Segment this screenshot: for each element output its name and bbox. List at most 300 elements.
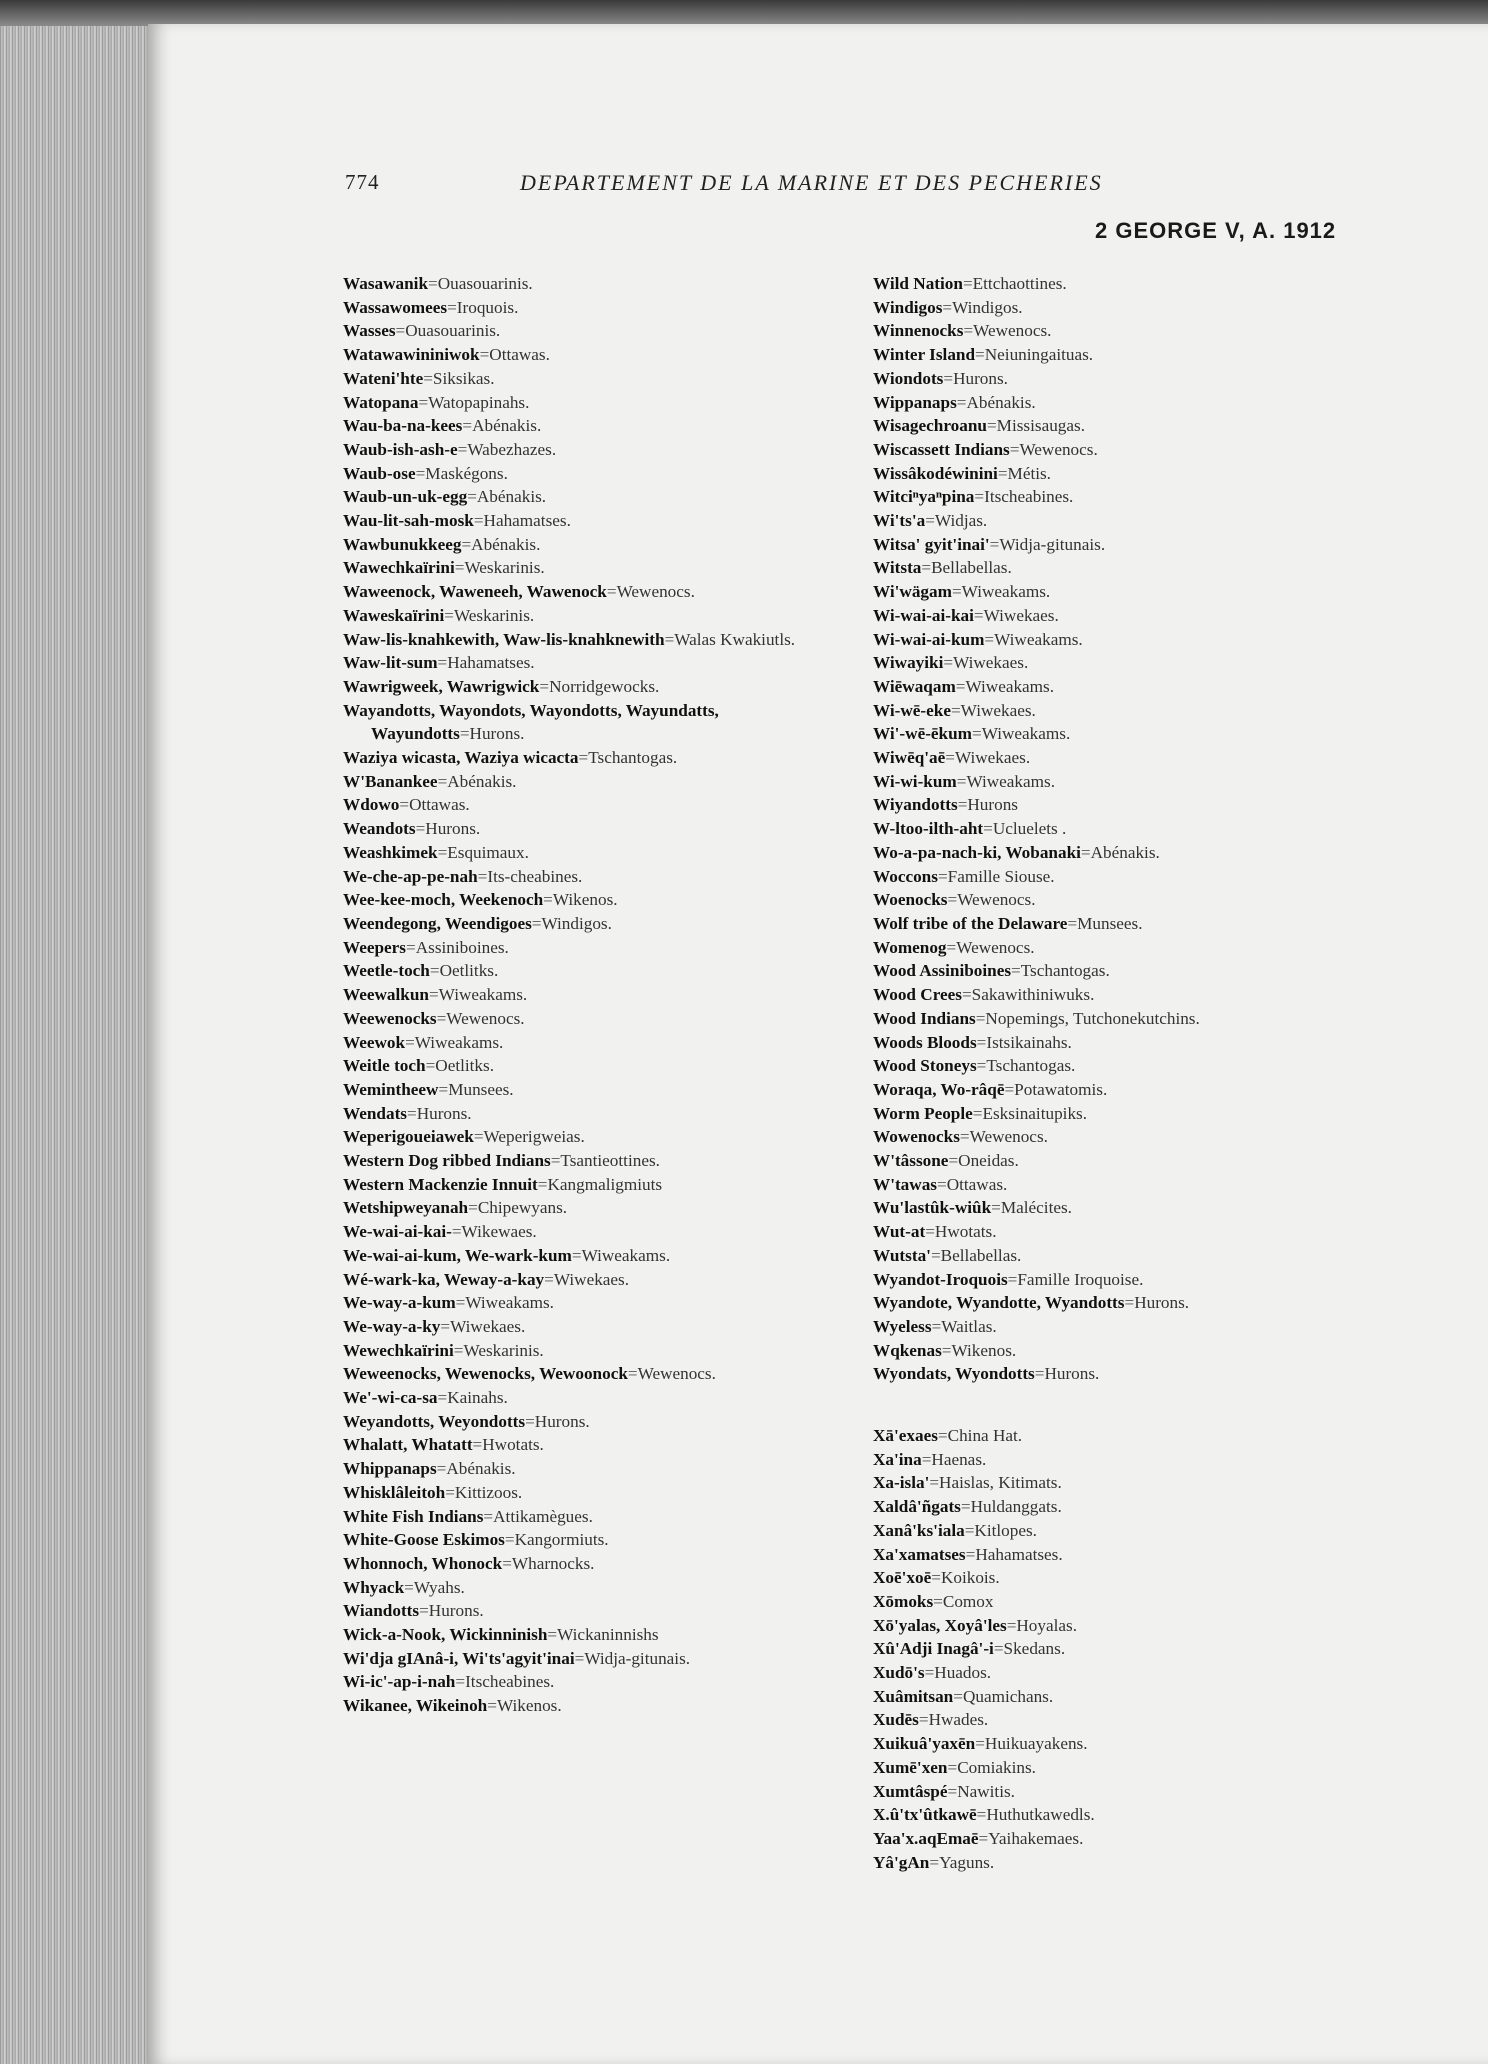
entry-target: Hahamatses.: [447, 653, 535, 673]
list-item: [343, 1196, 843, 1220]
equals-sign: =: [956, 771, 967, 791]
list-item: [873, 485, 1393, 509]
list-item: [873, 912, 1393, 936]
list-item: [343, 1078, 843, 1102]
equals-sign: =: [440, 1316, 451, 1336]
list-item: [343, 604, 843, 628]
list-item: [343, 438, 843, 462]
entry-target: Wewenocs.: [957, 890, 1036, 910]
list-item: [873, 959, 1393, 983]
entry-target: Ettchaottines.: [972, 274, 1067, 293]
equals-sign: =: [418, 392, 429, 412]
equals-sign: =: [955, 676, 966, 696]
equals-sign: =: [664, 629, 675, 649]
list-item: [873, 1448, 1393, 1472]
entry-headword: Woccons: [873, 866, 938, 886]
entry-headword: Xû'Adji Inagâ'-i: [873, 1639, 994, 1659]
entry-target: Tschantogas.: [588, 748, 678, 768]
list-item: [343, 1647, 843, 1671]
entry-target: Assiniboines.: [415, 937, 509, 957]
entry-target: Ouasouarinis.: [437, 274, 533, 293]
list-item: [873, 1708, 1393, 1732]
list-item: [343, 1244, 843, 1268]
entry-target: Huldanggats.: [970, 1497, 1062, 1517]
equals-sign: =: [415, 463, 426, 483]
equals-sign: =: [918, 1710, 929, 1730]
equals-sign: =: [991, 1198, 1001, 1218]
entry-target: Métis.: [1007, 463, 1051, 483]
list-item: [343, 556, 843, 580]
equals-sign: =: [921, 558, 932, 578]
entry-target: Wiweakams.: [994, 629, 1083, 649]
entry-headword: Watawawininiwok: [343, 345, 480, 365]
list-item: [343, 817, 843, 841]
equals-sign: =: [976, 1805, 987, 1825]
list-item: [873, 391, 1393, 415]
equals-sign: =: [964, 1520, 975, 1540]
entry-headword: Wi-wai-ai-kum: [873, 629, 985, 649]
equals-sign: =: [504, 1530, 515, 1550]
page-edge-stack: [0, 0, 150, 2064]
list-item: [873, 1149, 1393, 1173]
equals-sign: =: [960, 1497, 971, 1517]
entry-headword: Weweenocks, Wewenocks, Wewoonock: [343, 1364, 628, 1384]
equals-sign: =: [971, 724, 982, 744]
entry-target: Wiweakams.: [981, 724, 1071, 744]
entry-headword: Winnenocks: [873, 321, 964, 341]
equals-sign: =: [947, 1781, 958, 1801]
list-item: [343, 1125, 843, 1149]
equals-sign: =: [976, 1056, 987, 1076]
entry-headword: Wyandot-Iroquois: [873, 1269, 1008, 1289]
entry-headword: Wasses: [343, 321, 396, 341]
list-item: [343, 1623, 843, 1647]
list-item: [873, 1362, 1393, 1386]
entry-headword: Whonnoch, Whonock: [343, 1553, 503, 1573]
list-item: [343, 1433, 843, 1457]
entry-target: Kangmaligmiuts: [547, 1174, 663, 1194]
entry-target: China Hat.: [947, 1426, 1023, 1446]
equals-sign: =: [1006, 1615, 1017, 1635]
entry-target: Watopapinahs.: [428, 392, 530, 412]
entry-headword: Wyandote, Wyandotte, Wyandotts: [873, 1293, 1125, 1313]
equals-sign: =: [627, 1364, 638, 1384]
list-item: [343, 912, 843, 936]
list-item: [873, 1315, 1393, 1339]
list-item: [343, 1102, 843, 1126]
equals-sign: =: [406, 937, 416, 957]
list-item: [873, 1543, 1393, 1567]
list-item: [343, 1031, 843, 1055]
entry-target: Wewenocs.: [956, 937, 1035, 957]
equals-sign: =: [1007, 1269, 1018, 1289]
list-item: [873, 1780, 1393, 1804]
list-item: [343, 1054, 843, 1078]
entry-headword: Wi-wē-eke: [873, 700, 951, 720]
list-item: [343, 533, 843, 557]
entry-headword: Weepers: [343, 937, 407, 957]
entry-headword: Xa'xamatses: [873, 1544, 966, 1564]
list-item: [343, 1505, 843, 1529]
entry-target: Wyahs.: [413, 1577, 465, 1597]
entry-target: Wiwekaes.: [983, 605, 1059, 625]
list-item: [343, 319, 843, 343]
list-item: [343, 1339, 843, 1363]
entry-target: Itscheabines.: [465, 1672, 555, 1692]
list-item: [343, 793, 843, 817]
equals-sign: =: [1011, 961, 1021, 981]
list-item: [343, 1149, 843, 1173]
equals-sign: =: [941, 1340, 952, 1360]
left-column: [343, 272, 843, 1718]
entry-headword: We-wai-ai-kum, We-wark-kum: [343, 1245, 572, 1265]
entry-headword: White Fish Indians: [343, 1506, 484, 1526]
entry-headword: Xumtâspé: [873, 1781, 948, 1801]
entry-target: Kittizoos.: [454, 1482, 523, 1502]
list-item: [873, 1102, 1393, 1126]
entry-target: Hurons.: [416, 1103, 472, 1123]
entry-headword: We'-wi-ca-sa: [343, 1388, 438, 1408]
list-item: [873, 1495, 1393, 1519]
list-item: [873, 770, 1393, 794]
entry-headword: Waub-un-uk-egg: [343, 487, 468, 507]
equals-sign: =: [962, 274, 973, 293]
entry-headword: Witsa' gyit'inai': [873, 534, 990, 554]
equals-sign: =: [405, 1032, 415, 1052]
equals-sign: =: [531, 913, 542, 933]
entry-target: Wikenos.: [951, 1340, 1017, 1360]
list-item: [873, 604, 1393, 628]
entry-target: Windigos.: [952, 297, 1023, 317]
entry-headword: Wiwēq'aē: [873, 748, 946, 768]
entry-target: Haenas.: [931, 1449, 987, 1469]
entry-target: Iroquois.: [456, 297, 519, 317]
equals-sign: =: [544, 1269, 554, 1289]
equals-sign: =: [993, 1639, 1004, 1659]
section-gap: [873, 1386, 1393, 1424]
equals-sign: =: [428, 985, 439, 1005]
entry-headword: Whyack: [343, 1577, 405, 1597]
entry-target: Hurons.: [425, 819, 481, 839]
list-item: [343, 1694, 843, 1718]
equals-sign: =: [455, 1293, 466, 1313]
list-item: [343, 343, 843, 367]
equals-sign: =: [986, 416, 997, 436]
equals-sign: =: [447, 297, 457, 317]
entry-headword: Wood Assiniboines: [873, 961, 1012, 981]
entry-target: Abénakis.: [966, 392, 1036, 412]
entry-target: Wiwekaes.: [450, 1316, 526, 1336]
list-item: [873, 1196, 1393, 1220]
entry-headword: Wi'dja gIAnâ-i, Wi'ts'agyit'inai: [343, 1648, 575, 1668]
equals-sign: =: [445, 1482, 455, 1502]
entry-headword: Weetle-toch: [343, 961, 430, 981]
entry-headword: Womenog: [873, 937, 947, 957]
equals-sign: =: [525, 1411, 535, 1431]
entry-headword: Wi'-wē-ēkum: [873, 724, 972, 744]
entry-headword: Waw-lit-sum: [343, 653, 438, 673]
entry-headword: Weendegong, Weendigoes: [343, 913, 532, 933]
entry-target: Malécites.: [1000, 1198, 1072, 1218]
equals-sign: =: [925, 511, 935, 531]
entry-target: Wewenocs.: [446, 1008, 525, 1028]
entry-headword: Wendats: [343, 1103, 407, 1123]
entry-headword: Weewalkun: [343, 985, 429, 1005]
entry-target: Attikamègues.: [493, 1506, 593, 1526]
equals-sign: =: [537, 1174, 548, 1194]
entry-target: Hurons.: [469, 724, 525, 744]
equals-sign: =: [419, 1601, 429, 1621]
page-header: [345, 170, 1370, 210]
list-item: [873, 793, 1393, 817]
equals-sign: =: [502, 1553, 512, 1573]
entry-target: Walas Kwakiutls.: [674, 629, 796, 649]
entry-target: Abénakis.: [447, 771, 517, 791]
list-item: [873, 343, 1393, 367]
entry-headword: Witciⁿyaⁿpina: [873, 487, 975, 507]
equals-sign: =: [550, 1151, 561, 1171]
entry-target: Hurons.: [1044, 1364, 1100, 1384]
entry-target: Hwades.: [928, 1710, 989, 1730]
entry-headword: X.û'tx'ûtkawē: [873, 1805, 977, 1825]
list-item: [873, 1519, 1393, 1543]
equals-sign: =: [947, 890, 958, 910]
equals-sign: =: [437, 842, 448, 862]
entry-target: Quamichans.: [962, 1686, 1054, 1706]
entry-target: Hurons.: [534, 1411, 590, 1431]
entry-target: Hurons.: [953, 368, 1008, 388]
equals-sign: =: [953, 1686, 963, 1706]
entry-target: Widjas.: [934, 511, 988, 531]
equals-sign: =: [457, 439, 468, 459]
equals-sign: =: [437, 1388, 448, 1408]
entry-headword: W'Banankee: [343, 771, 438, 791]
entry-headword: Wasawanik: [343, 274, 429, 293]
list-item: [343, 1457, 843, 1481]
equals-sign: =: [948, 1151, 959, 1171]
list-item: [873, 1291, 1393, 1315]
list-item: [873, 1078, 1393, 1102]
list-item: [873, 722, 1393, 746]
session-label: 2 GEORGE V, A. 1912: [1095, 218, 1337, 243]
entry-target: Wiweakams.: [965, 676, 1055, 696]
entry-target: Kangormiuts.: [514, 1530, 609, 1550]
list-item: [343, 983, 843, 1007]
entry-target: Tschantogas.: [1020, 961, 1110, 981]
list-item: [343, 580, 843, 604]
entry-headword: Wu'lastûk-wiûk: [873, 1198, 992, 1218]
equals-sign: =: [945, 748, 955, 768]
list-item: [873, 1685, 1393, 1709]
entry-target: Huikuayakens.: [984, 1734, 1088, 1754]
entry-headword: We-way-a-ky: [343, 1316, 441, 1336]
equals-sign: =: [399, 795, 410, 815]
entry-headword: Wo-a-pa-nach-ki, Wobanaki: [873, 842, 1081, 862]
entry-headword: White-Goose Eskimos: [343, 1530, 505, 1550]
entry-target: Wiweakams.: [581, 1245, 671, 1265]
entry-target: Potawatomis.: [1014, 1079, 1108, 1099]
entry-headword: Wau-ba-na-kees: [343, 416, 463, 436]
equals-sign: =: [942, 297, 953, 317]
entry-headword: Windigos: [873, 297, 943, 317]
entry-target: Oneidas.: [958, 1151, 1019, 1171]
equals-sign: =: [921, 1449, 932, 1469]
list-item: [873, 1220, 1393, 1244]
equals-sign: =: [539, 676, 550, 696]
entry-target: Wiweakams.: [438, 985, 528, 1005]
list-item: [873, 319, 1393, 343]
list-item: [873, 296, 1393, 320]
list-item: [873, 817, 1393, 841]
equals-sign: =: [1067, 913, 1078, 933]
entry-target: Wiweakams.: [414, 1032, 504, 1052]
entry-target: Ottawas.: [946, 1174, 1008, 1194]
entry-target: Wiwekaes.: [960, 700, 1036, 720]
entry-headword: Wi'ts'a: [873, 511, 926, 531]
entry-headword: Waub-ish-ash-e: [343, 439, 458, 459]
equals-sign: =: [959, 1127, 970, 1147]
entry-target: Wewenocs.: [616, 582, 695, 602]
equals-sign: =: [924, 1663, 935, 1683]
list-item: [873, 414, 1393, 438]
entry-headword: Wolf tribe of the Delaware: [873, 913, 1068, 933]
page-top-shadow: [0, 0, 1488, 26]
equals-sign: =: [997, 463, 1008, 483]
equals-sign: =: [1080, 842, 1091, 862]
equals-sign: =: [436, 1459, 447, 1479]
list-item: [343, 1670, 843, 1694]
entry-headword: Winter Island: [873, 345, 976, 365]
list-item: [343, 296, 843, 320]
list-item: [873, 1125, 1393, 1149]
entry-headword: Wippanaps: [873, 392, 957, 412]
entry-headword: Xoē'xoē: [873, 1568, 932, 1588]
list-item: [343, 936, 843, 960]
equals-sign: =: [943, 653, 954, 673]
list-item: [873, 983, 1393, 1007]
entry-target: Widja-gitunais.: [999, 534, 1106, 554]
list-item: [343, 865, 843, 889]
entry-target: Wabezhazes.: [467, 439, 557, 459]
entry-target: Hwotats.: [482, 1435, 544, 1455]
equals-sign: =: [423, 368, 433, 388]
equals-sign: =: [965, 1544, 976, 1564]
entry-target: Neiuningaituas.: [984, 345, 1094, 365]
entry-headword: Weewenocks: [343, 1008, 437, 1028]
list-item: [343, 1173, 843, 1197]
equals-sign: =: [929, 1852, 940, 1872]
equals-sign: =: [404, 1577, 414, 1597]
entry-target: Wiwekaes.: [953, 653, 1029, 673]
entry-headword: Worm People: [873, 1103, 973, 1123]
entry-target: Wiweakams.: [465, 1293, 554, 1313]
list-item: [873, 1471, 1393, 1495]
entry-headword: W'tâssone: [873, 1151, 949, 1171]
list-item: [873, 1007, 1393, 1031]
list-item: [873, 272, 1393, 296]
entry-target: Hurons.: [1134, 1293, 1190, 1313]
entry-target: Weperigweias.: [483, 1127, 585, 1147]
entry-target: Kitlopes.: [974, 1520, 1037, 1540]
equals-sign: =: [931, 1568, 941, 1588]
entry-target: Wewenocs.: [973, 321, 1052, 341]
equals-sign: =: [453, 1340, 464, 1360]
entry-target: Weskarinis.: [463, 1340, 544, 1360]
entry-headword: Wayandotts, Wayondots, Wayondotts, Wayundatts, Wayundotts: [343, 700, 719, 744]
entry-target: Waitlas.: [941, 1316, 997, 1336]
list-item: [343, 651, 843, 675]
entry-headword: We-way-a-kum: [343, 1293, 456, 1313]
equals-sign: =: [574, 1648, 585, 1668]
entry-headword: Wemintheew: [343, 1079, 439, 1099]
list-item: [873, 675, 1393, 699]
list-item: [873, 841, 1393, 865]
list-item: [873, 1173, 1393, 1197]
list-item: [873, 1851, 1393, 1875]
list-item: [873, 1803, 1393, 1827]
equals-sign: =: [961, 985, 972, 1005]
entry-target: Norridgewocks.: [549, 676, 660, 696]
entry-headword: Waweskaïrini: [343, 605, 445, 625]
list-item: [343, 1220, 843, 1244]
equals-sign: =: [451, 1222, 462, 1242]
equals-sign: =: [936, 1174, 947, 1194]
entry-headword: Wiwayiki: [873, 653, 944, 673]
equals-sign: =: [950, 700, 961, 720]
entry-target: Weskarinis.: [464, 558, 545, 578]
entry-target: Weskarinis.: [453, 605, 535, 625]
entry-target: Wiweakams.: [961, 582, 1051, 602]
entry-target: Hoyalas.: [1016, 1615, 1078, 1635]
list-item: [343, 770, 843, 794]
entry-target: Famille Siouse.: [947, 866, 1055, 886]
equals-sign: =: [473, 511, 484, 531]
equals-sign: =: [929, 1473, 940, 1493]
list-item: [343, 1386, 843, 1410]
entry-headword: Wiscassett Indians: [873, 439, 1010, 459]
list-item: [873, 462, 1393, 486]
page-number: 774: [345, 170, 380, 194]
entry-target: Yaihakemaes.: [988, 1829, 1084, 1848]
entry-headword: Wiandotts: [343, 1601, 420, 1621]
list-item: [873, 651, 1393, 675]
list-item: [873, 628, 1393, 652]
list-item: [343, 1007, 843, 1031]
entry-target: Ucluelets .: [992, 819, 1067, 839]
entry-headword: Weitle toch: [343, 1056, 426, 1076]
entry-target: Haislas, Kitimats.: [939, 1473, 1062, 1493]
entry-headword: Waub-ose: [343, 463, 416, 483]
equals-sign: =: [956, 392, 967, 412]
entry-target: Itscheabines.: [984, 487, 1074, 507]
entry-target: Hurons: [967, 795, 1018, 815]
entry-target: Sakawithiniwuks.: [971, 985, 1095, 1005]
entry-headword: Wé-wark-ka, Weway-a-kay: [343, 1269, 545, 1289]
entry-target: Huados.: [934, 1663, 992, 1683]
list-item: [873, 1732, 1393, 1756]
entry-headword: Wi-ic'-ap-i-nah: [343, 1672, 456, 1692]
entry-headword: Wateni'hte: [343, 368, 424, 388]
equals-sign: =: [454, 558, 465, 578]
list-item: [343, 1576, 843, 1600]
entry-headword: Wowenocks: [873, 1127, 960, 1147]
list-item: [343, 1315, 843, 1339]
entry-target: Munsees.: [448, 1079, 514, 1099]
equals-sign: =: [933, 1591, 943, 1611]
list-item: [343, 628, 843, 652]
entry-headword: Yâ'gAn: [873, 1852, 930, 1872]
list-item: [343, 1528, 843, 1552]
